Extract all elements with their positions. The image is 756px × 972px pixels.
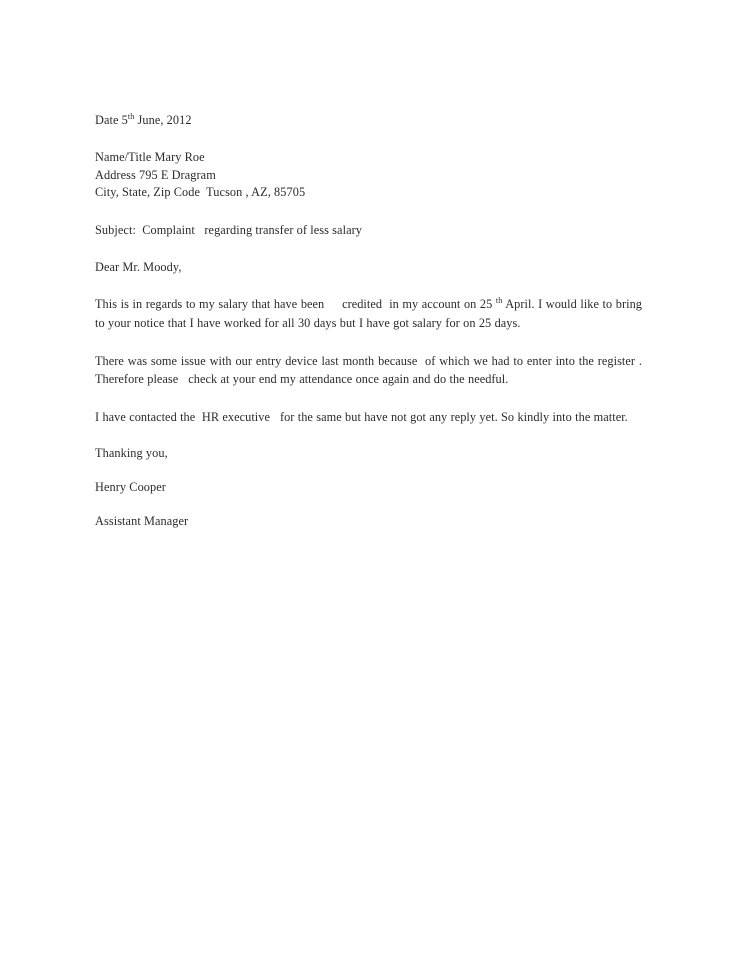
letter-content xyxy=(95,111,646,531)
body-paragraph-1 xyxy=(95,295,646,332)
date-line xyxy=(95,112,642,129)
spacer-after-paragraph-3 xyxy=(95,426,642,445)
paragraph-1-part-before-ordinal: This is in regards to my salary that have been credited in my account on 25 xyxy=(95,297,496,312)
spacer-after-subject xyxy=(95,239,642,259)
paragraph-1-part-after-ordinal: April. I would like to bring to your notice that I have worked for all 30 days but I have got salary for on 25 days. xyxy=(95,297,646,331)
sender-name-line: Henry Cooper xyxy=(95,479,166,494)
recipient-name-line: Name/Title Mary Roe xyxy=(95,150,205,165)
date-prefix: Date 5 xyxy=(95,113,128,127)
subject-line: Subject: Complaint regarding transfer of less salary xyxy=(95,222,363,237)
spacer-after-date xyxy=(95,129,642,149)
date-ordinal-suffix: th xyxy=(127,111,135,121)
body-paragraph-2: There was some issue with our entry device last month because of which we had to enter into the register . Therefore please check at your end my attendance once again and do the needful. xyxy=(95,353,646,387)
spacer-after-paragraph-2 xyxy=(95,389,642,408)
date-rest: June, 2012 xyxy=(134,113,192,127)
recipient-address-block xyxy=(95,149,642,201)
spacer-after-salutation xyxy=(95,276,642,295)
spacer-after-paragraph-1 xyxy=(95,333,642,352)
body-paragraph-3: I have contacted the HR executive for the same but have not got any reply yet. So kindly into the matter. xyxy=(95,409,628,424)
spacer-after-thanks xyxy=(95,463,642,479)
recipient-city-line: City, State, Zip Code Tucson , AZ, 85705 xyxy=(95,185,306,200)
spacer-after-address xyxy=(95,202,642,222)
closing-thanks-line: Thanking you, xyxy=(95,446,168,461)
recipient-address-line: Address 795 E Dragram xyxy=(95,167,216,182)
spacer-after-sender-name xyxy=(95,496,642,513)
salutation-line: Dear Mr. Moody, xyxy=(95,260,182,275)
paragraph-1-ordinal-suffix: th xyxy=(495,296,503,306)
sender-title-line: Assistant Manager xyxy=(95,514,189,529)
